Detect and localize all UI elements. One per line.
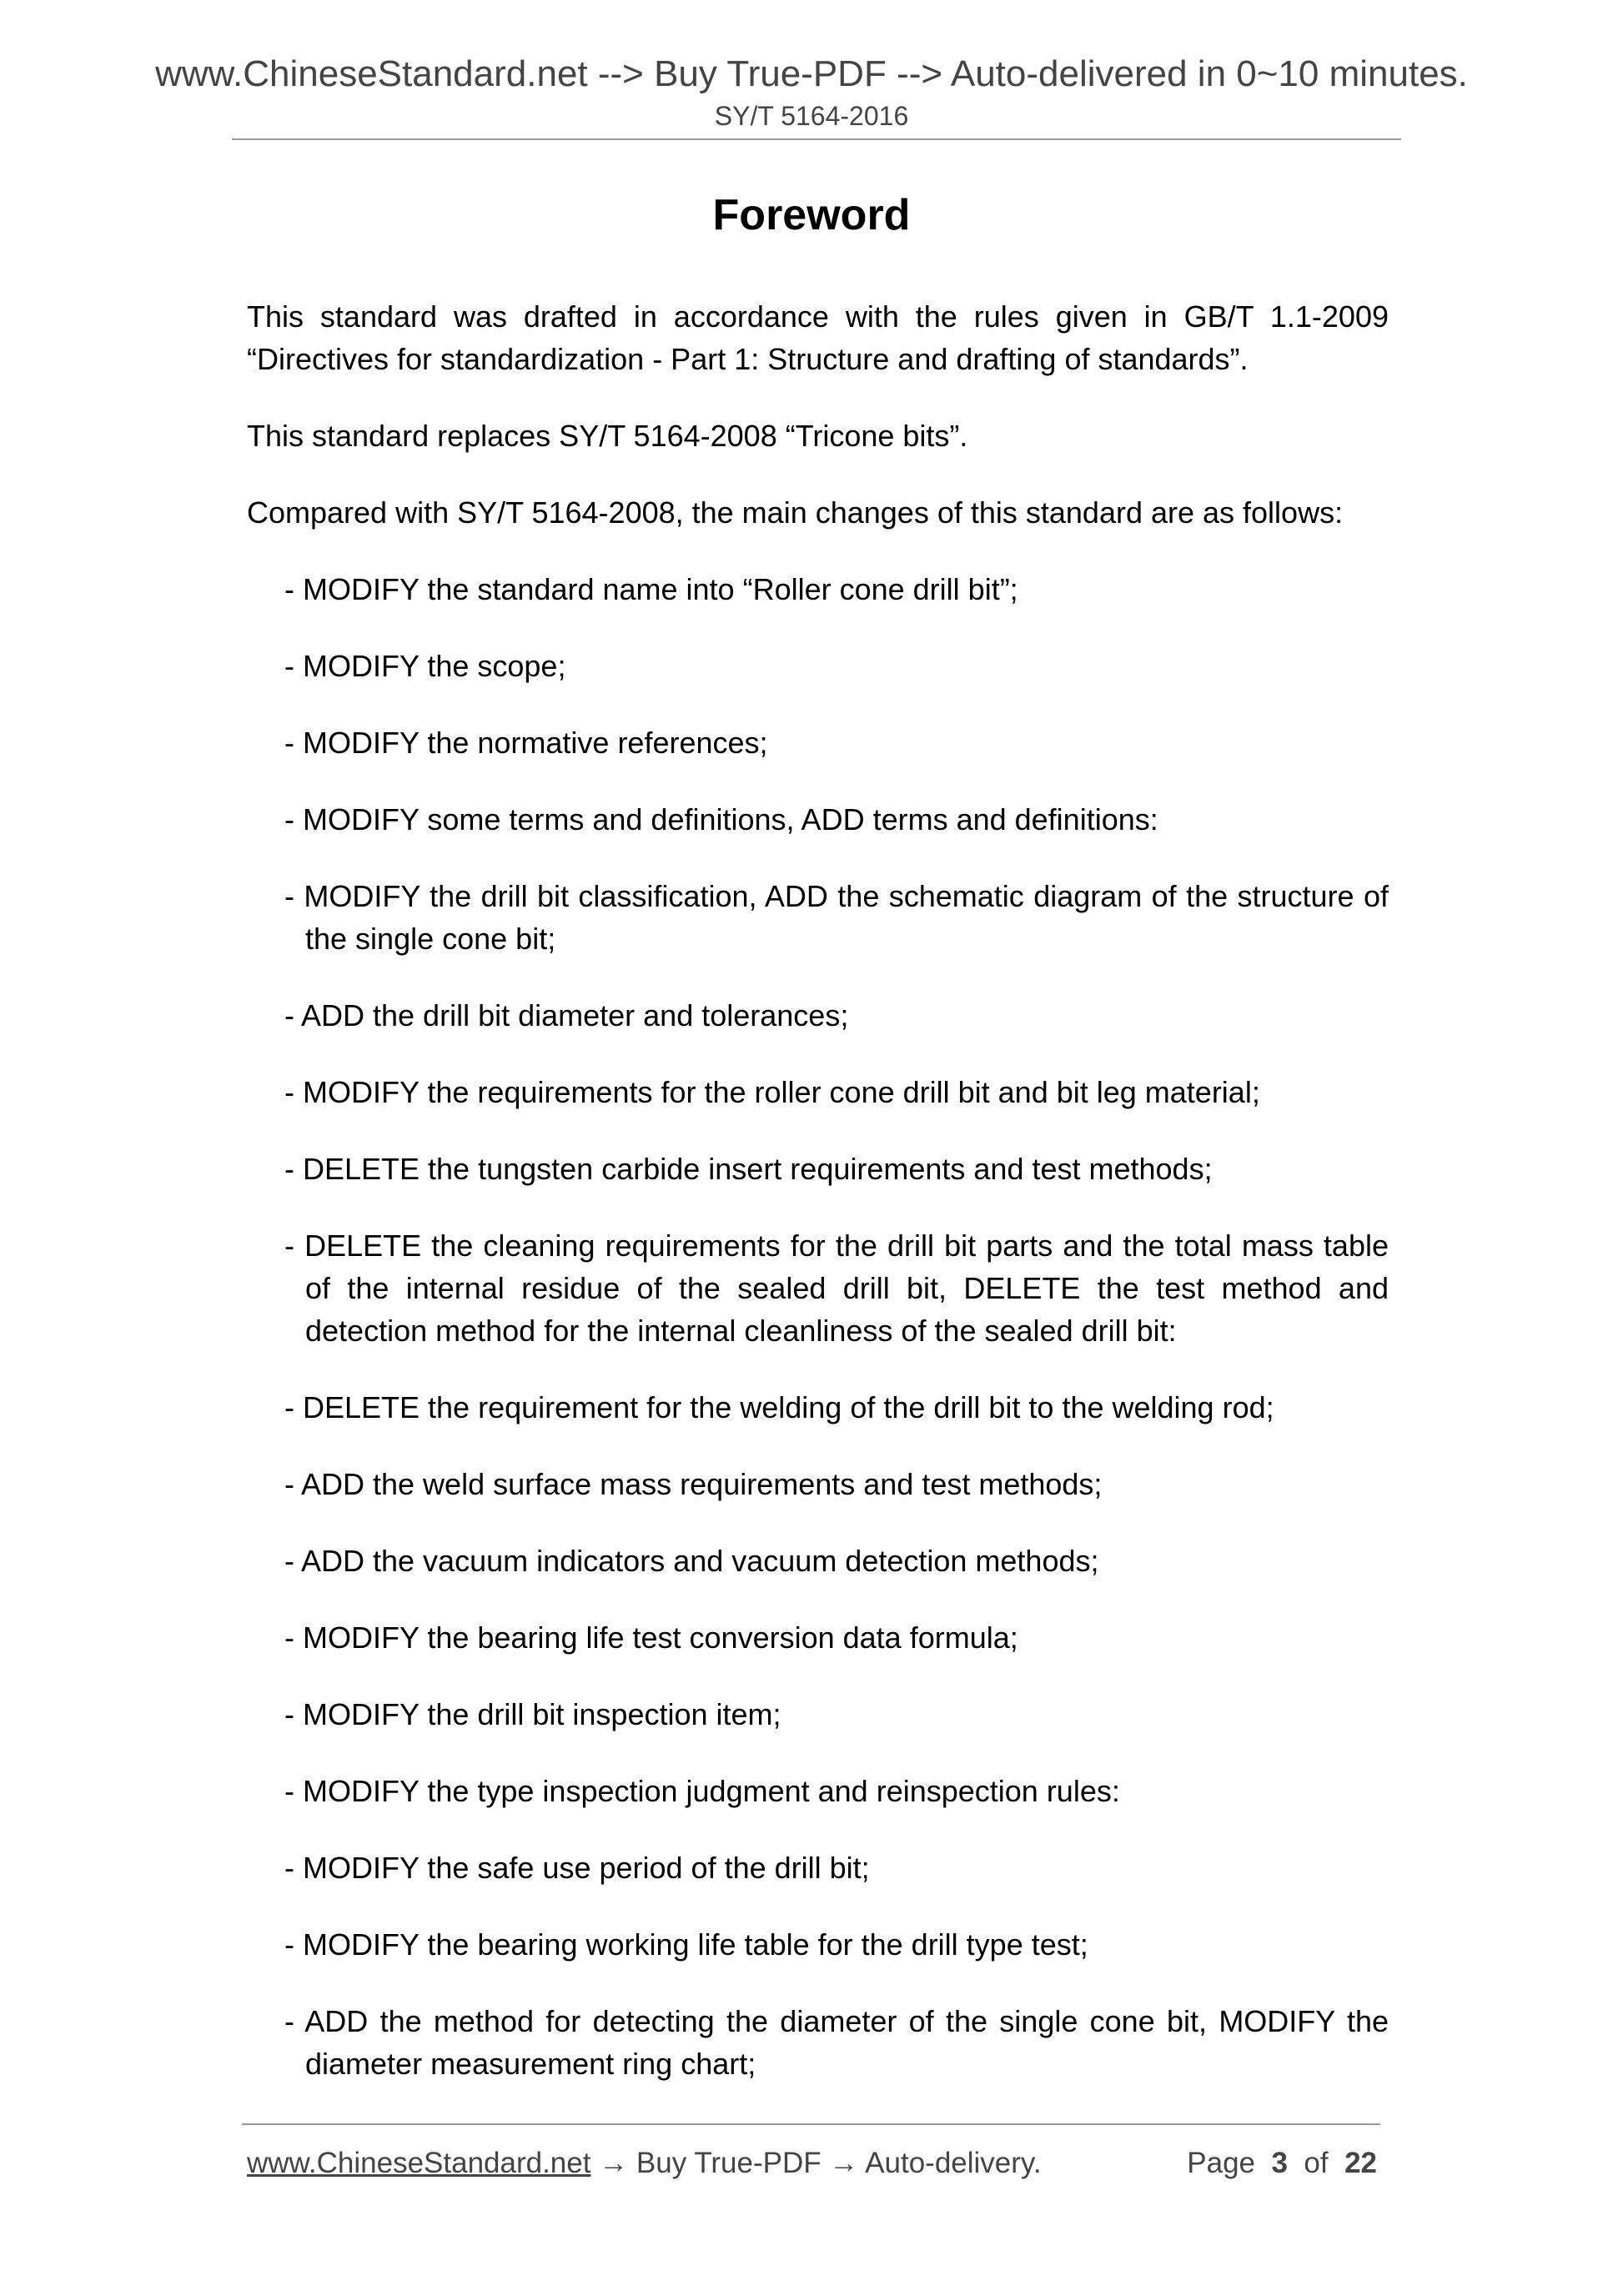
page-total: 22 (1344, 2147, 1377, 2179)
change-item: - DELETE the requirement for the welding of the drill bit to the welding rod; (284, 1390, 1274, 1424)
of-label: of (1304, 2147, 1329, 2179)
change-item: - MODIFY some terms and definitions, ADD terms and definitions: (284, 802, 1158, 837)
standard-code: SY/T 5164-2016 (714, 101, 909, 131)
change-item: - ADD the vacuum indicators and vacuum detection methods; (284, 1544, 1099, 1578)
changes-list (247, 568, 1389, 2085)
footer-text: → Buy True-PDF → Auto-delivery. (590, 2147, 1042, 2179)
footer-divider (242, 2123, 1380, 2125)
change-item: - ADD the weld surface mass requirements and test methods; (284, 1467, 1103, 1501)
change-item: - DELETE the tungsten carbide insert requirements and test methods; (284, 1152, 1213, 1186)
change-item: - MODIFY the bearing working life table for the drill type test; (284, 1927, 1088, 1962)
change-item: - MODIFY the drill bit classification, ADD the schematic diagram of the structure of the single cone bit; (284, 879, 1389, 956)
paragraph: Compared with SY/T 5164-2008, the main changes of this standard are as follows: (247, 495, 1344, 530)
change-item: - MODIFY the standard name into “Roller cone drill bit”; (284, 572, 1018, 606)
header-banner: www.ChineseStandard.net --> Buy True-PDF --> Auto-delivered in 0~10 minutes. (155, 53, 1468, 94)
page-label: Page (1187, 2147, 1256, 2179)
change-item: - ADD the method for detecting the diameter of the single cone bit, MODIFY the diameter measurement ring chart; (284, 2004, 1389, 2081)
change-item: - MODIFY the scope; (284, 649, 566, 683)
change-item: - MODIFY the drill bit inspection item; (284, 1697, 781, 1731)
page-indicator (1187, 2147, 1377, 2180)
header-divider (232, 138, 1401, 140)
page-title: Foreword (712, 191, 911, 239)
change-item: - MODIFY the normative references; (284, 726, 768, 760)
change-item: - DELETE the cleaning requirements for the drill bit parts and the total mass table of the internal residue of the sealed drill bit, DELETE the test method and detection method for the internal cleanliness of the sealed drill bit: (284, 1228, 1389, 1348)
page-number: 3 (1271, 2147, 1288, 2179)
change-item: - MODIFY the type inspection judgment and reinspection rules: (284, 1774, 1120, 1808)
document-body (247, 295, 1389, 2119)
change-item: - MODIFY the requirements for the roller cone drill bit and bit leg material; (284, 1075, 1260, 1109)
paragraph: This standard was drafted in accordance with the rules given in GB/T 1.1-2009 “Directives for standardization - Part 1: Structure and drafting of standards”. (247, 299, 1389, 376)
change-item: - MODIFY the safe use period of the drill bit; (284, 1851, 870, 1885)
paragraph: This standard replaces SY/T 5164-2008 “Tricone bits”. (247, 419, 968, 453)
site-link[interactable]: www.ChineseStandard.net (247, 2147, 591, 2179)
change-item: - MODIFY the bearing life test conversion data formula; (284, 1620, 1018, 1655)
change-item: - ADD the drill bit diameter and tolerances; (284, 998, 849, 1032)
footer (247, 2147, 1377, 2180)
